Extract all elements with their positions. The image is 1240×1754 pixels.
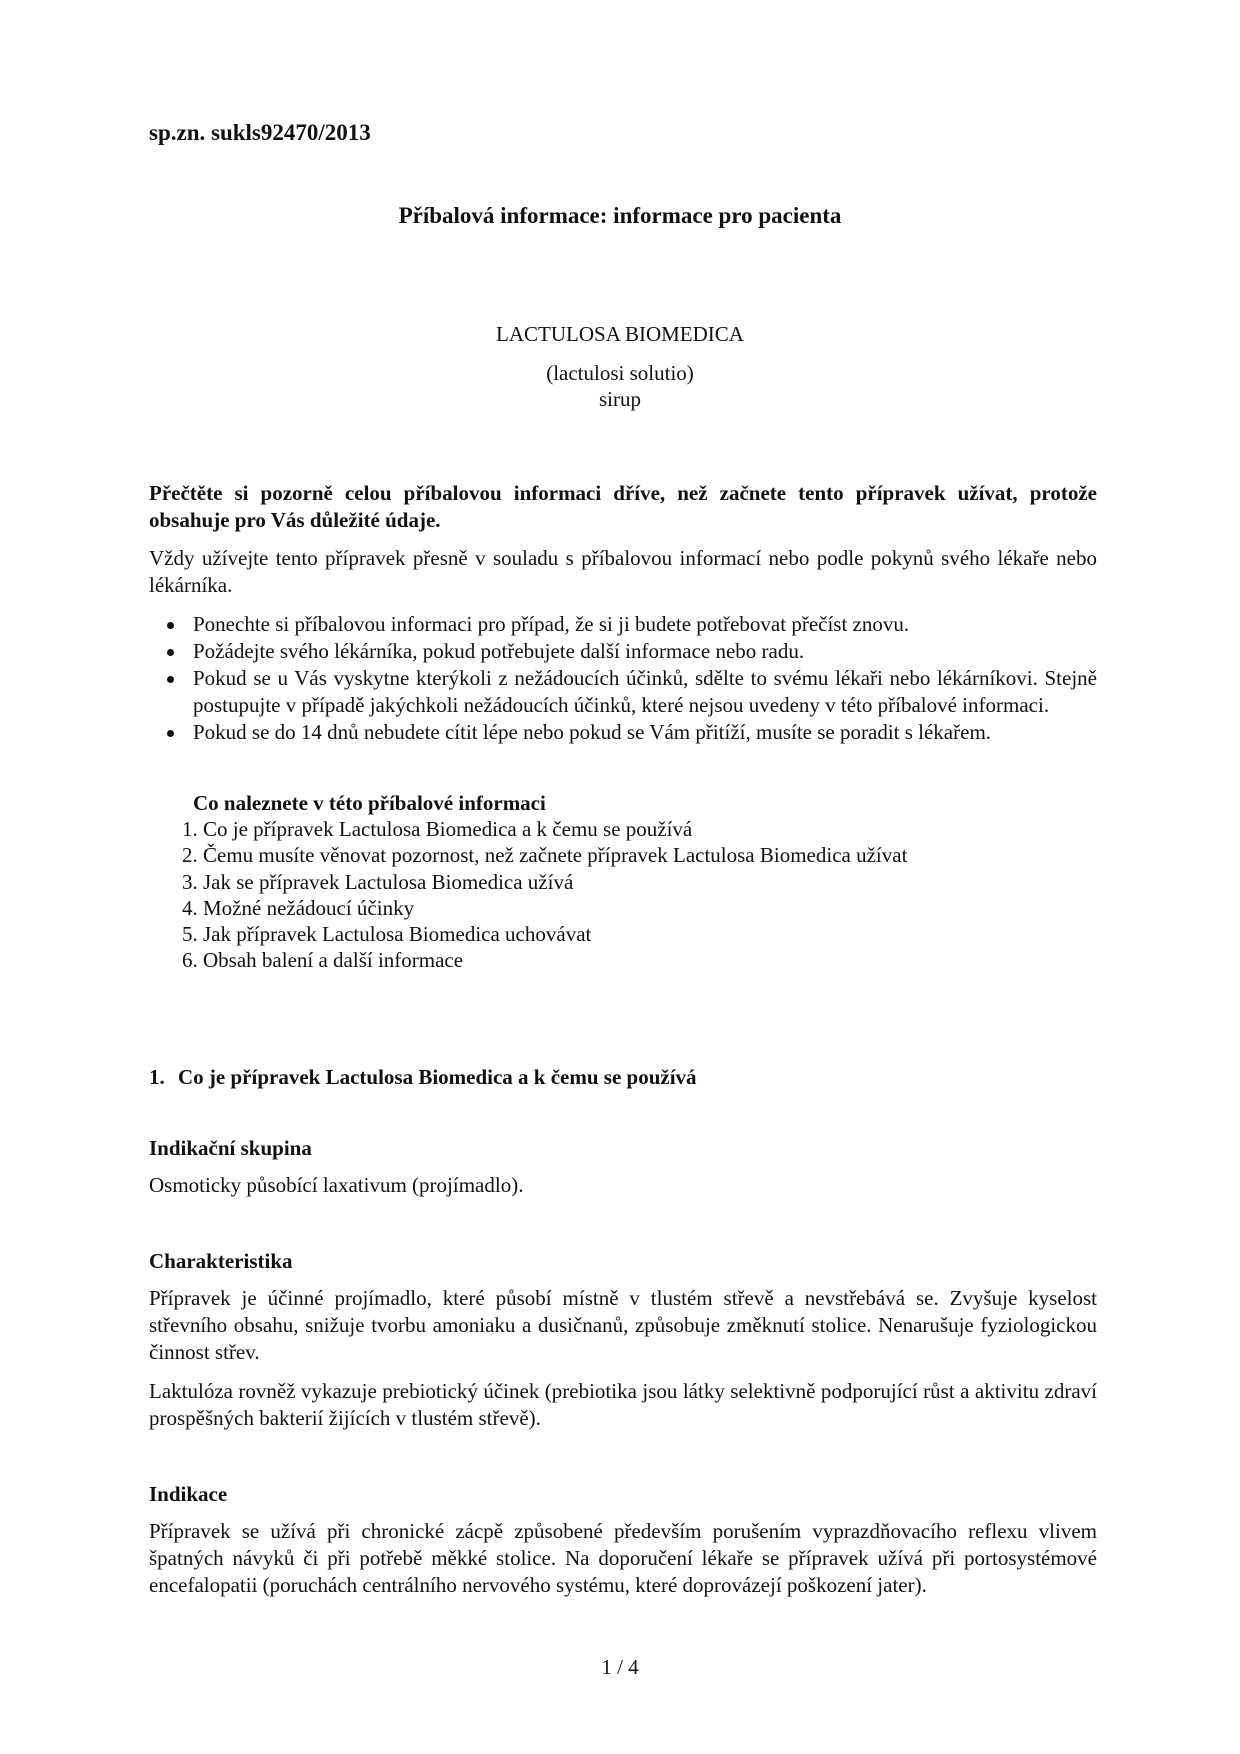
reference-number: sp.zn. sukls92470/2013 bbox=[149, 120, 371, 145]
indication-group-heading: Indikační skupina bbox=[149, 1136, 312, 1160]
list-item bbox=[160, 611, 1097, 638]
list-item-text: Pokud se do 14 dnů nebudete cítit lépe nebo pokud se Vám přitíží, musíte se poradit s lékařem. bbox=[193, 720, 992, 744]
section-heading bbox=[149, 1064, 697, 1091]
toc-item: 3. Jak se přípravek Lactulosa Biomedica užívá bbox=[182, 869, 574, 894]
product-latin-name: (lactulosi solutio) bbox=[546, 361, 694, 385]
list-item bbox=[160, 665, 1097, 719]
product-form: sirup bbox=[599, 387, 641, 411]
list-item-text: Pokud se u Vás vyskytne kterýkoli z nežádoucích účinků, sdělte to svému lékaři nebo lékárníkovi. Stejně postupujte v případě jakýchkoli nežádoucích účinků, které nejsou uvedeny v této příbalové informaci. bbox=[193, 666, 1097, 717]
characteristics-paragraph: Laktulóza rovněž vykazuje prebiotický účinek (prebiotika jsou látky selektivně podporující růst a aktivitu zdraví prospěšných bakterií žijících v tlustém střevě). bbox=[149, 1379, 1097, 1430]
bullet-icon bbox=[167, 730, 174, 737]
list-item-text: Požádejte svého lékárníka, pokud potřebujete další informace nebo radu. bbox=[193, 639, 805, 663]
section-heading-text: Co je přípravek Lactulosa Biomedica a k čemu se používá bbox=[178, 1065, 697, 1089]
characteristics-heading: Charakteristika bbox=[149, 1249, 293, 1273]
characteristics-paragraph: Přípravek je účinné projímadlo, které působí místně v tlustém střevě a nevstřebává se. Zvyšuje kyselost střevního obsahu, snižuje tvorbu amoniaku a dusičnanů, způsobuje změknutí stolice. Nenarušuje fyziologickou činnost střev. bbox=[149, 1286, 1097, 1364]
toc-item: 2. Čemu musíte věnovat pozornost, než začnete přípravek Lactulosa Biomedica užívat bbox=[182, 843, 908, 868]
indication-heading: Indikace bbox=[149, 1482, 228, 1506]
document-title: Příbalová informace: informace pro pacienta bbox=[398, 203, 842, 228]
bullet-icon bbox=[167, 676, 174, 683]
bullet-icon bbox=[167, 649, 174, 656]
toc-item: 1. Co je přípravek Lactulosa Biomedica a k čemu se používá bbox=[182, 817, 693, 841]
indication-group-text: Osmoticky působící laxativum (projímadlo). bbox=[149, 1173, 524, 1197]
toc-title: Co naleznete v této příbalové informaci bbox=[193, 791, 546, 815]
list-item bbox=[160, 719, 1097, 746]
indication-paragraph: Přípravek se užívá při chronické zácpě způsobené především porušením vyprazdňovacího reflexu vlivem špatných návyků či při potřebě měkké stolice. Na doporučení lékaře se přípravek užívá při portosystémové encefalopatii (poruchách centrálního nervového systému, které doprovázejí poškození jater). bbox=[149, 1519, 1097, 1597]
table-of-contents bbox=[182, 816, 907, 974]
bullet-icon bbox=[167, 622, 174, 629]
section-number: 1. bbox=[149, 1065, 165, 1089]
important-notice: Přečtěte si pozorně celou příbalovou informaci dříve, než začnete tento přípravek užívat, protože obsahuje pro Vás důležité údaje. bbox=[149, 481, 1097, 532]
product-name: LACTULOSA BIOMEDICA bbox=[496, 322, 744, 346]
advice-list bbox=[160, 611, 1097, 746]
list-item bbox=[160, 638, 1097, 665]
toc-item: 4. Možné nežádoucí účinky bbox=[182, 895, 415, 920]
toc-item: 6. Obsah balení a další informace bbox=[182, 948, 464, 973]
toc-item: 5. Jak přípravek Lactulosa Biomedica uchovávat bbox=[182, 922, 592, 947]
list-item-text: Ponechte si příbalovou informaci pro případ, že si ji budete potřebovat přečíst znovu. bbox=[193, 612, 910, 636]
page-number: 1 / 4 bbox=[601, 1655, 639, 1679]
usage-instruction: Vždy užívejte tento přípravek přesně v souladu s příbalovou informací nebo podle pokynů svého lékaře nebo lékárníka. bbox=[149, 546, 1097, 597]
